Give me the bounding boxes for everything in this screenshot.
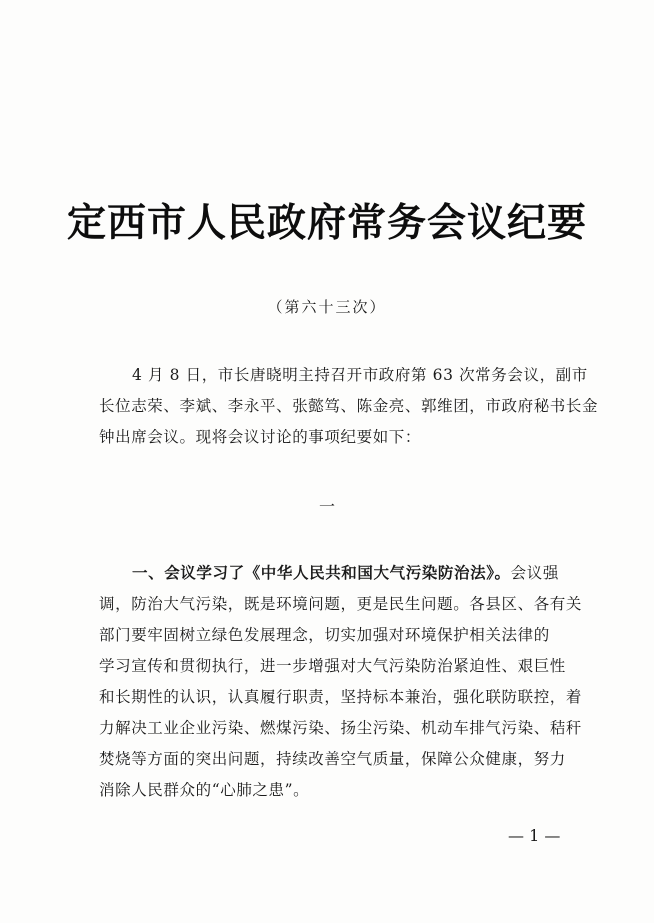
body-line: 焚烧等方面的突出问题，持续改善空气质量，保障公众健康，努力	[99, 750, 566, 768]
body-line: 力解决工业企业污染、燃煤污染、扬尘污染、机动车排气污染、秸秆	[99, 719, 583, 737]
intro-line: 4 月 8 日，市长唐晓明主持召开市政府第 63 次常务会议，副市	[132, 366, 588, 384]
paragraph-lead-heading: 一、会议学习了《中华人民共和国大气污染防治法》。	[132, 564, 511, 582]
body-line: 消除人民群众的“心肺之患”。	[99, 781, 310, 799]
document-subtitle: （第六十三次）	[267, 298, 387, 316]
body-line: 学习宣传和贯彻执行，进一步增强对大气污染防治紧迫性、艰巨性	[99, 657, 566, 675]
document-title: 定西市人民政府常务会议纪要	[66, 201, 587, 246]
main-first-line	[99, 558, 579, 589]
intro-line: 长位志荣、李斌、李永平、张懿笃、陈金亮、郭维团，市政府秘书长金	[99, 397, 599, 415]
page-number: — 1 —	[508, 826, 561, 845]
body-line: 部门要牢固树立绿色发展理念，切实加强对环境保护相关法律的	[99, 626, 550, 644]
section-marker: 一	[318, 497, 335, 516]
body-line: 调，防治大气污染，既是环境问题，更是民生问题。各县区、各有关	[99, 595, 583, 613]
main-paragraph	[99, 558, 583, 806]
body-line: 和长期性的认识，认真履行职责，坚持标本兼治，强化联防联控，着	[99, 688, 583, 706]
first-line-rest: 会议强	[510, 564, 559, 582]
intro-line: 钟出席会议。现将会议讨论的事项纪要如下：	[99, 428, 422, 446]
intro-paragraph	[99, 360, 599, 453]
